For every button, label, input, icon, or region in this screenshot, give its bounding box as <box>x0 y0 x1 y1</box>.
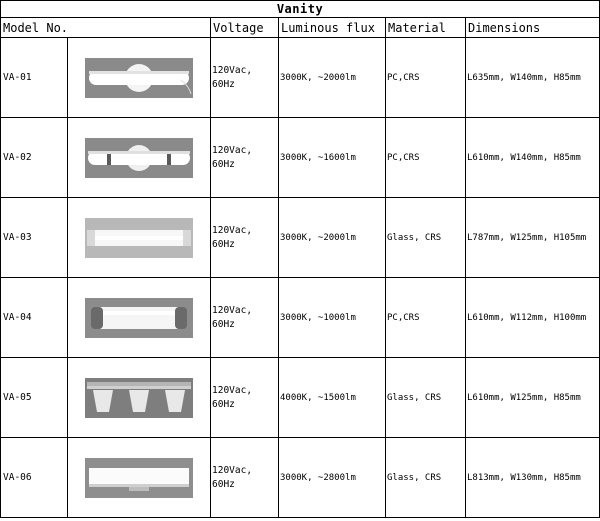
table-title: Vanity <box>1 1 600 18</box>
table-row <box>1 438 600 518</box>
model-cell: VA-05 <box>1 358 68 438</box>
table-row <box>1 198 600 278</box>
flux-cell: 4000K, ~1500lm <box>279 358 386 438</box>
material-cell: PC,CRS <box>386 118 466 198</box>
dimensions-cell: L635mm, W140mm, H85mm <box>466 38 600 118</box>
voltage-cell: 120Vac, 60Hz <box>211 438 279 518</box>
material-cell: Glass, CRS <box>386 358 466 438</box>
flux-cell: 3000K, ~2000lm <box>279 198 386 278</box>
vanity-fixture-cylinder-endcaps-photo <box>85 298 193 338</box>
table-row <box>1 278 600 358</box>
model-cell: VA-01 <box>1 38 68 118</box>
dimensions-cell: L787mm, W125mm, H105mm <box>466 198 600 278</box>
dimensions-cell: L813mm, W130mm, H85mm <box>466 438 600 518</box>
vanity-fixture-rectangular-bar-photo <box>85 458 193 498</box>
flux-cell: 3000K, ~1600lm <box>279 118 386 198</box>
header-dimensions: Dimensions <box>466 18 600 38</box>
flux-cell: 3000K, ~1000lm <box>279 278 386 358</box>
table-row <box>1 358 600 438</box>
material-cell: PC,CRS <box>386 38 466 118</box>
model-cell: VA-06 <box>1 438 68 518</box>
table-row <box>1 38 600 118</box>
dimensions-cell: L610mm, W140mm, H85mm <box>466 118 600 198</box>
table-row <box>1 118 600 198</box>
vanity-fixture-three-shade-photo <box>85 378 193 418</box>
material-cell: Glass, CRS <box>386 438 466 518</box>
vanity-fixture-round-center-photo <box>85 58 193 98</box>
voltage-cell: 120Vac, 60Hz <box>211 198 279 278</box>
flux-cell: 3000K, ~2000lm <box>279 38 386 118</box>
header-model-no: Model No. <box>1 18 211 38</box>
voltage-cell: 120Vac, 60Hz <box>211 38 279 118</box>
header-luminous-flux: Luminous flux <box>279 18 386 38</box>
material-cell: Glass, CRS <box>386 198 466 278</box>
dimensions-cell: L610mm, W112mm, H100mm <box>466 278 600 358</box>
model-cell: VA-03 <box>1 198 68 278</box>
material-cell: PC,CRS <box>386 278 466 358</box>
voltage-cell: 120Vac, 60Hz <box>211 278 279 358</box>
header-voltage: Voltage <box>211 18 279 38</box>
header-material: Material <box>386 18 466 38</box>
model-cell: VA-02 <box>1 118 68 198</box>
vanity-fixture-banded-tube-photo <box>85 138 193 178</box>
voltage-cell: 120Vac, 60Hz <box>211 358 279 438</box>
model-cell: VA-04 <box>1 278 68 358</box>
dimensions-cell: L610mm, W125mm, H85mm <box>466 358 600 438</box>
flux-cell: 3000K, ~2800lm <box>279 438 386 518</box>
vanity-fixture-long-glass-tube-photo <box>85 218 193 258</box>
voltage-cell: 120Vac, 60Hz <box>211 118 279 198</box>
